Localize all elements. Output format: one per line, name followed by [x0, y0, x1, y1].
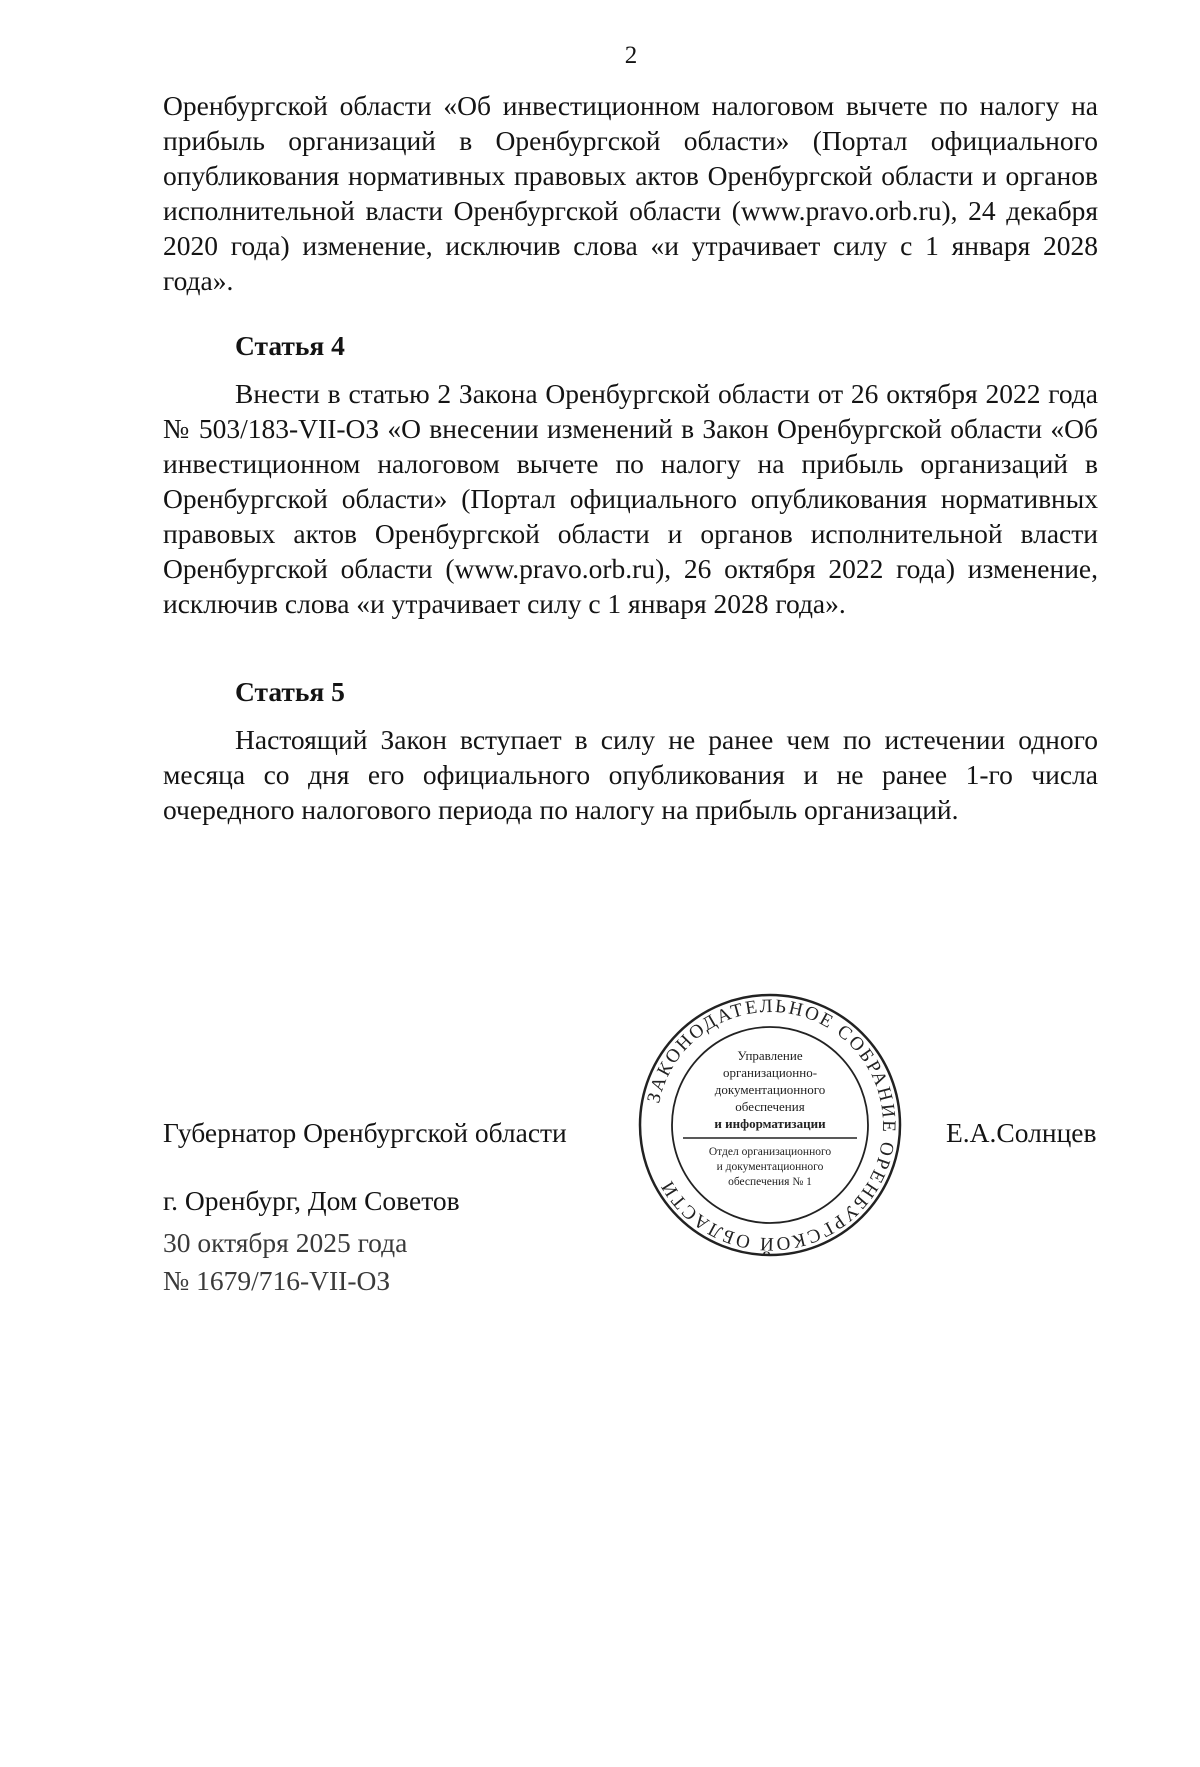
- seal-inner-line-3: документационного: [714, 1082, 826, 1097]
- signing-date: 30 октября 2025 года: [163, 1227, 408, 1258]
- article-4-text: Внести в статью 2 Закона Оренбургской области от 26 октября 2022 года № 503/183-VII-ОЗ «О внесении изменений в Закон Оренбургской области «Об инвестиционном налоговом вычете по налогу на прибыль организаций в Оренбургской области» (Портал официального опубликования нормативных правовых актов Оренбургской области и органов исполнительной власти Оренбургской области (www.pravo.orb.ru), 26 октября 2022 года) изменение, исключив слова «и утрачивает силу с 1 января 2028 года».: [163, 378, 1098, 619]
- article-5-text: Настоящий Закон вступает в силу не ранее чем по истечении одного месяца со дня его официального опубликования и не ранее 1-го числа очередного налогового периода по налогу на прибыль организаций.: [163, 724, 1098, 825]
- seal-inner-line-4: обеспечения: [735, 1099, 805, 1114]
- article-5-heading: Статья 5: [235, 676, 345, 707]
- seal-bottom-line-2: и документационного: [716, 1161, 824, 1173]
- seal-inner-line-2: организационно-: [722, 1065, 818, 1080]
- page-number: 2: [624, 42, 638, 69]
- law-number: № 1679/716-VII-ОЗ: [163, 1265, 391, 1296]
- seal-bottom-line-1: Отдел организационного: [708, 1146, 832, 1158]
- seal-inner-line-5: и информатизации: [714, 1116, 826, 1131]
- intro-paragraph: Оренбургской области «Об инвестиционном налоговом вычете по налогу на прибыль организаций в Оренбургской области» (Портал официального опубликования нормативных правовых актов Оренбургской области и органов исполнительной власти Оренбургской области (www.pravo.orb.ru), 24 декабря 2020 года) изменение, исключив слова «и утрачивает силу с 1 января 2028 года».: [163, 90, 1098, 296]
- seal-inner-line-1: Управление: [737, 1048, 803, 1063]
- seal-bottom-line-3: обеспечения № 1: [728, 1176, 812, 1188]
- signer-name: Е.А.Солнцев: [946, 1117, 1097, 1148]
- official-seal: [635, 990, 905, 1260]
- signer-position: Губернатор Оренбургской области: [163, 1117, 567, 1148]
- article-4-heading: Статья 4: [235, 330, 345, 361]
- signing-place: г. Оренбург, Дом Советов: [163, 1185, 460, 1216]
- seal-outer-text: ЗАКОНОДАТЕЛЬНОЕ СОБРАНИЕ ОРЕНБУРГСКОЙ ОБЛАСТИ: [643, 995, 900, 1255]
